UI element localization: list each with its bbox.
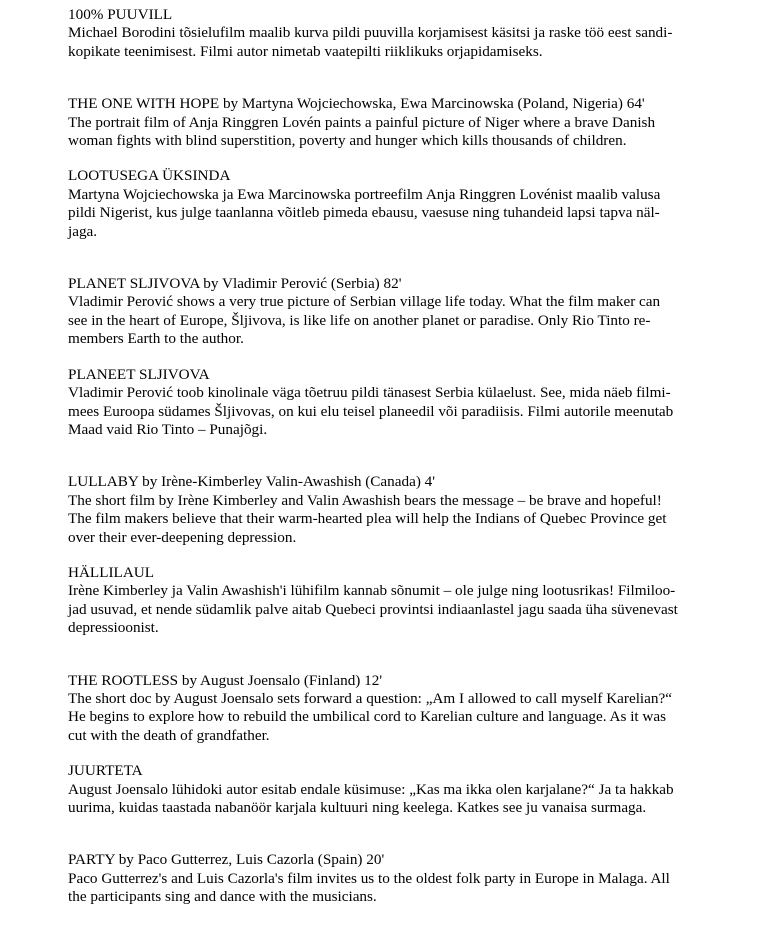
entry-text-line: The film makers believe that their warm-hearted plea will help the Indians of Quebec Province get xyxy=(68,510,667,528)
entry-title: JUURTETA xyxy=(68,762,143,780)
film-entry-party xyxy=(68,851,713,906)
spacer xyxy=(68,638,778,672)
film-entry-planet-sljivova xyxy=(68,275,713,349)
entry-title: THE ROOTLESS by August Joensalo (Finland) 12' xyxy=(68,671,383,689)
film-entry-100-puuvill xyxy=(68,6,713,61)
entry-text-line: The short doc by August Joensalo sets forward a question: „Am I allowed to call myself Karelian?“ xyxy=(68,689,672,707)
film-entry-juurteta xyxy=(68,762,713,817)
entry-text-line: Irène Kimberley ja Valin Awashish'i lühifilm kannab sõnumit – ole julge ning lootusrikas! Filmiloo- xyxy=(68,582,676,600)
entry-text-line: members Earth to the author. xyxy=(68,330,244,348)
entry-text-line: Vladimir Perović toob kinolinale väga tõetruu pildi tänasest Serbia külaelust. See, mida näeb filmi- xyxy=(68,384,671,402)
entry-text-line: Michael Borodini tõsielufilm maalib kurva pildi puuvilla korjamisest käsitsi ja raske töö eest sandi- xyxy=(68,24,673,42)
entry-text-line: mees Euroopa südames Šljivovas, on kui elu teisel planeedil või paradiisis. Filmi autorile meenutab xyxy=(68,402,674,420)
entry-text-line: Martyna Wojciechowska ja Ewa Marcinowska portreefilm Anja Ringgren Lovénist maalib valusa xyxy=(68,185,661,203)
entry-text-line: He begins to explore how to rebuild the umbilical cord to Karelian culture and language. As it was xyxy=(68,708,667,726)
entry-title: LULLABY by Irène-Kimberley Valin-Awashish (Canada) 4' xyxy=(68,473,436,491)
entry-text-line: kopikate teenimisest. Filmi autor nimetab vaatepilti riiklikuks orjapidamiseks. xyxy=(68,42,543,60)
entry-text-line: cut with the death of grandfather. xyxy=(68,726,270,744)
entry-title: HÄLLILAUL xyxy=(68,563,155,581)
entry-text-line: The portrait film of Anja Ringgren Lovén paints a painful picture of Niger where a brave Danish xyxy=(68,113,656,131)
spacer xyxy=(68,61,778,95)
entry-text-line: jaga. xyxy=(68,222,98,240)
entry-text-line: August Joensalo lühidoki autor esitab endale küsimuse: „Kas ma ikka olen karjalane?“ Ja ta hakkab xyxy=(68,780,674,798)
entry-text-line: woman fights with blind superstition, poverty and hunger which kills thousands of children. xyxy=(68,132,627,150)
entry-title: LOOTUSEGA ÜKSINDA xyxy=(68,167,231,185)
entry-text-line: Vladimir Perović shows a very true picture of Serbian village life today. What the film maker can xyxy=(68,293,661,311)
spacer xyxy=(68,241,778,275)
entry-text-line: The short film by Irène Kimberley and Valin Awashish bears the message – be brave and hopeful! xyxy=(68,491,662,509)
entry-text-line: the participants sing and dance with the musicians. xyxy=(68,888,377,906)
entry-text-line: depressioonist. xyxy=(68,619,159,637)
entry-text-line: jad usuvad, et nende südamlik palve aitab Quebeci provintsi indiaanlastel jagu saada üha süvenevast xyxy=(68,600,678,618)
entry-title: THE ONE WITH HOPE by Martyna Wojciechowska, Ewa Marcinowska (Poland, Nigeria) 64' xyxy=(68,95,645,113)
spacer xyxy=(68,150,778,167)
film-entry-hallilaul xyxy=(68,564,713,638)
entry-title: PARTY by Paco Gutterrez, Luis Cazorla (Spain) 20' xyxy=(68,851,385,869)
entry-text-line: over their ever-deepening depression. xyxy=(68,528,297,546)
entry-title: PLANEET SLJIVOVA xyxy=(68,365,210,383)
entry-text-line: Maad vaid Rio Tinto – Punajõgi. xyxy=(68,420,268,438)
entry-text-line: uurima, kuidas taastada nabanöör karjala kultuuri ning keelega. Katkes see ju vanaisa surmaga. xyxy=(68,799,647,816)
spacer xyxy=(68,547,778,564)
entry-text-line: pildi Nigerist, kus julge taanlanna võitleb pimeda ebausu, vaesuse ning tuhandeid lapsi tapva näl- xyxy=(68,204,660,222)
film-entry-lullaby xyxy=(68,473,713,547)
spacer xyxy=(68,817,778,851)
film-entry-the-one-with-hope xyxy=(68,95,713,150)
film-entry-planeet-sljivova xyxy=(68,366,713,440)
entry-title: 100% PUUVILL xyxy=(68,6,173,23)
film-entry-lootusega-uksinda xyxy=(68,167,713,241)
entry-title: PLANET SLJIVOVA by Vladimir Perović (Serbia) 82' xyxy=(68,275,402,293)
film-entry-the-rootless xyxy=(68,672,713,746)
entry-text-line: see in the heart of Europe, Šljivova, is like life on another planet or paradise. Only Rio Tinto re- xyxy=(68,311,651,329)
spacer xyxy=(68,349,778,366)
spacer xyxy=(68,745,778,762)
entry-text-line: Paco Gutterrez's and Luis Cazorla's film invites us to the oldest folk party in Europe in Malaga. All xyxy=(68,869,670,887)
spacer xyxy=(68,439,778,473)
